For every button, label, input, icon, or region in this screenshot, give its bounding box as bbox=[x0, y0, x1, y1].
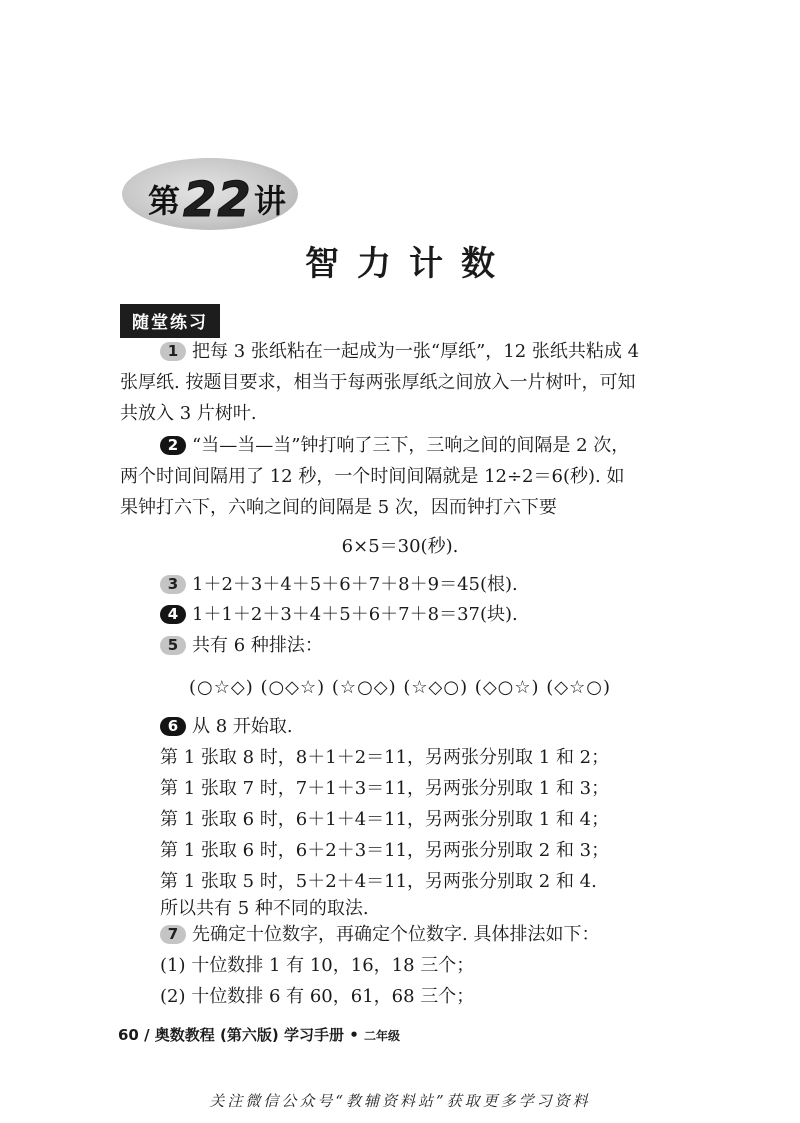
problem-2-number: 2 bbox=[160, 436, 186, 455]
problem-5-number: 5 bbox=[160, 636, 186, 655]
problem-3-number: 3 bbox=[160, 575, 186, 594]
problem-2-line-2: 两个时间间隔用了 12 秒，一个时间间隔就是 12÷2＝6(秒). 如 bbox=[120, 466, 625, 487]
book-title: / 奥数教程 (第六版) 学习手册 • bbox=[144, 1026, 359, 1044]
problem-6-line-3: 第 1 张取 7 时，7＋1＋3＝11，另两张分别取 1 和 3； bbox=[160, 778, 610, 799]
problem-6-number: 6 bbox=[160, 717, 186, 736]
lecture-number: 22 bbox=[183, 172, 252, 228]
lecture-heading: 第22讲 bbox=[148, 172, 287, 228]
problem-3-line: 3 1＋2＋3＋4＋5＋6＋7＋8＋9＝45(根). bbox=[160, 572, 518, 598]
problem-1-line-2: 张厚纸. 按题目要求，相当于每两张厚纸之间放入一片树叶，可知 bbox=[120, 372, 636, 393]
page-title: 智力计数 bbox=[305, 244, 513, 284]
grade-label: 二年级 bbox=[364, 1029, 401, 1043]
page-number: 60 bbox=[118, 1026, 139, 1044]
problem-6-line-5: 第 1 张取 6 时，6＋2＋3＝11，另两张分别取 2 和 3； bbox=[160, 840, 610, 861]
problem-2-line-1: 2 “当—当—当”钟打响了三下，三响之间的间隔是 2 次， bbox=[160, 433, 629, 459]
problem-7-line-1: 7 先确定十位数字，再确定个位数字. 具体排法如下： bbox=[160, 922, 599, 948]
watermark: 关注微信公众号“教辅资料站”获取更多学习资料 bbox=[209, 1092, 591, 1110]
problem-6-line-6: 第 1 张取 5 时，5＋2＋4＝11，另两张分别取 2 和 4. bbox=[160, 871, 597, 892]
problem-6-line-2: 第 1 张取 8 时，8＋1＋2＝11，另两张分别取 1 和 2； bbox=[160, 747, 610, 768]
problem-6-line-4: 第 1 张取 6 时，6＋1＋4＝11，另两张分别取 1 和 4； bbox=[160, 809, 610, 830]
section-tag: 随堂练习 bbox=[120, 304, 220, 338]
problem-1-number: 1 bbox=[160, 342, 186, 361]
problem-6-line-7: 所以共有 5 种不同的取法. bbox=[160, 898, 369, 919]
problem-4-number: 4 bbox=[160, 605, 186, 624]
problem-1-line-1: 1 把每 3 张纸粘在一起成为一张“厚纸”，12 张纸共粘成 4 bbox=[160, 339, 639, 365]
problem-2-equation: 6×5＝30(秒). bbox=[341, 536, 459, 557]
problem-7-line-3: (2) 十位数排 6 有 60，61，68 三个； bbox=[160, 986, 475, 1007]
problem-6-line-1: 6 从 8 开始取. bbox=[160, 714, 293, 740]
problem-2-line-3: 果钟打六下，六响之间的间隔是 5 次，因而钟打六下要 bbox=[120, 497, 557, 518]
page-footer bbox=[118, 1024, 400, 1045]
problem-1-line-3: 共放入 3 片树叶. bbox=[120, 403, 257, 424]
problem-5-line: 5 共有 6 种排法： bbox=[160, 633, 323, 659]
problem-7-line-2: (1) 十位数排 1 有 10，16，18 三个； bbox=[160, 955, 475, 976]
problem-4-line: 4 1＋1＋2＋3＋4＋5＋6＋7＋8＝37(块). bbox=[160, 602, 518, 628]
problem-5-arrangements: (○☆◇) (○◇☆) (☆○◇) (☆◇○) (◇○☆) (◇☆○) bbox=[189, 677, 611, 698]
problem-7-number: 7 bbox=[160, 925, 186, 944]
